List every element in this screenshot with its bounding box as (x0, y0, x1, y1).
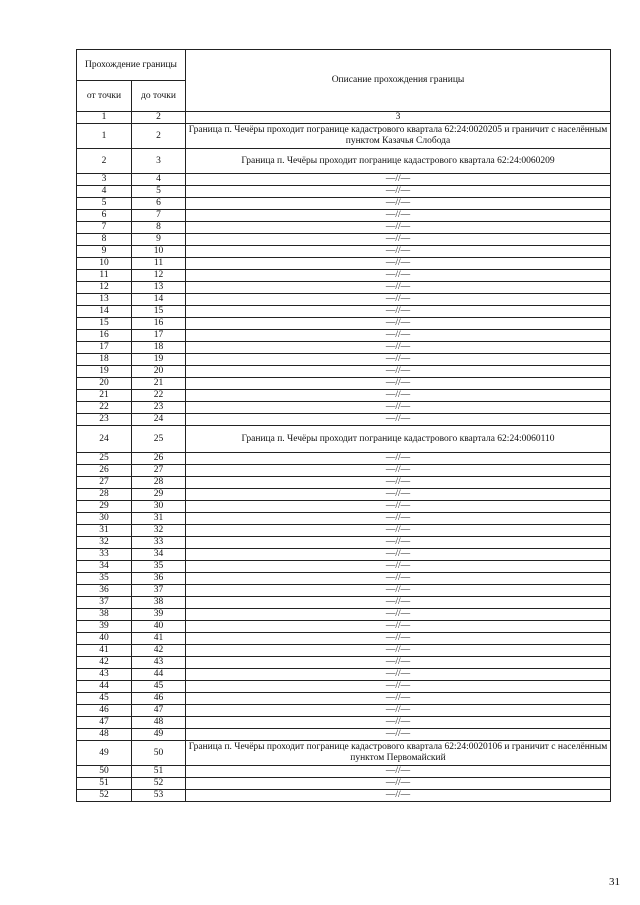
point-from-cell: 8 (77, 234, 132, 246)
point-from-cell: 46 (77, 705, 132, 717)
point-from-cell: 38 (77, 609, 132, 621)
point-to-cell: 4 (132, 174, 186, 186)
point-to-cell: 12 (132, 270, 186, 282)
table-row (77, 705, 611, 717)
description-cell: —//— (186, 513, 611, 525)
point-from-cell: 29 (77, 501, 132, 513)
point-to-cell: 52 (132, 778, 186, 790)
table-row (77, 525, 611, 537)
boundary-table (76, 49, 611, 802)
point-from-cell: 49 (77, 741, 132, 766)
table-row (77, 210, 611, 222)
table-row (77, 402, 611, 414)
point-to-cell: 49 (132, 729, 186, 741)
table-row (77, 477, 611, 489)
point-to-cell: 18 (132, 342, 186, 354)
point-to-cell: 16 (132, 318, 186, 330)
header-description: Описание прохождения границы (186, 50, 611, 112)
table-row (77, 378, 611, 390)
point-from-cell: 22 (77, 402, 132, 414)
point-to-cell: 40 (132, 621, 186, 633)
point-to-cell: 26 (132, 453, 186, 465)
description-cell: —//— (186, 294, 611, 306)
point-to-cell: 34 (132, 549, 186, 561)
header-passage: Прохождение границы (77, 50, 186, 81)
table-row (77, 198, 611, 210)
description-cell: —//— (186, 621, 611, 633)
table-row (77, 294, 611, 306)
description-cell: —//— (186, 729, 611, 741)
point-from-cell: 43 (77, 669, 132, 681)
point-to-cell: 22 (132, 390, 186, 402)
point-from-cell: 7 (77, 222, 132, 234)
description-cell: —//— (186, 537, 611, 549)
description-cell: —//— (186, 366, 611, 378)
description-cell: —//— (186, 174, 611, 186)
description-cell: —//— (186, 465, 611, 477)
point-from-cell: 45 (77, 693, 132, 705)
description-cell: Граница п. Чечёры проходит погранице кадастрового квартала 62:24:0060110 (186, 426, 611, 453)
point-to-cell: 15 (132, 306, 186, 318)
table-row (77, 174, 611, 186)
table-row (77, 149, 611, 174)
point-from-cell: 17 (77, 342, 132, 354)
point-from-cell: 23 (77, 414, 132, 426)
table-row (77, 778, 611, 790)
description-cell: —//— (186, 778, 611, 790)
table-row (77, 501, 611, 513)
table-row (77, 585, 611, 597)
table-row (77, 124, 611, 149)
point-to-cell: 29 (132, 489, 186, 501)
point-from-cell: 30 (77, 513, 132, 525)
description-cell: —//— (186, 453, 611, 465)
point-from-cell: 39 (77, 621, 132, 633)
description-cell: Граница п. Чечёры проходит погранице кадастрового квартала 62:24:0020205 и граничит с населённым пунктом Казачья Слобода (186, 124, 611, 149)
description-cell: —//— (186, 342, 611, 354)
description-cell: —//— (186, 669, 611, 681)
table-row (77, 766, 611, 778)
table-row (77, 489, 611, 501)
table-row (77, 318, 611, 330)
description-cell: —//— (186, 234, 611, 246)
point-from-cell: 40 (77, 633, 132, 645)
point-from-cell: 19 (77, 366, 132, 378)
point-from-cell: 21 (77, 390, 132, 402)
point-to-cell: 21 (132, 378, 186, 390)
point-from-cell: 26 (77, 465, 132, 477)
point-from-cell: 41 (77, 645, 132, 657)
point-from-cell: 27 (77, 477, 132, 489)
point-to-cell: 46 (132, 693, 186, 705)
table-row (77, 693, 611, 705)
point-to-cell: 20 (132, 366, 186, 378)
point-to-cell: 31 (132, 513, 186, 525)
point-to-cell: 51 (132, 766, 186, 778)
point-to-cell: 3 (132, 149, 186, 174)
description-cell: —//— (186, 717, 611, 729)
table-row (77, 513, 611, 525)
point-to-cell: 8 (132, 222, 186, 234)
point-to-cell: 35 (132, 561, 186, 573)
point-from-cell: 20 (77, 378, 132, 390)
table-row (77, 453, 611, 465)
point-from-cell: 3 (77, 174, 132, 186)
description-cell: —//— (186, 210, 611, 222)
table-row (77, 234, 611, 246)
table-row (77, 717, 611, 729)
point-from-cell: 35 (77, 573, 132, 585)
description-cell: —//— (186, 633, 611, 645)
point-to-cell: 17 (132, 330, 186, 342)
point-to-cell: 27 (132, 465, 186, 477)
point-from-cell: 16 (77, 330, 132, 342)
description-cell: —//— (186, 609, 611, 621)
table-row (77, 222, 611, 234)
table-row (77, 537, 611, 549)
point-to-cell: 47 (132, 705, 186, 717)
description-cell: —//— (186, 597, 611, 609)
column-number: 3 (186, 112, 611, 124)
table-row (77, 270, 611, 282)
point-to-cell: 10 (132, 246, 186, 258)
description-cell: —//— (186, 402, 611, 414)
description-cell: —//— (186, 414, 611, 426)
point-to-cell: 38 (132, 597, 186, 609)
table-row (77, 306, 611, 318)
point-to-cell: 13 (132, 282, 186, 294)
description-cell: —//— (186, 270, 611, 282)
column-number: 1 (77, 112, 132, 124)
description-cell: —//— (186, 222, 611, 234)
description-cell: Граница п. Чечёры проходит погранице кадастрового квартала 62:24:0060209 (186, 149, 611, 174)
table-row (77, 573, 611, 585)
point-from-cell: 33 (77, 549, 132, 561)
point-to-cell: 36 (132, 573, 186, 585)
point-from-cell: 12 (77, 282, 132, 294)
description-cell: —//— (186, 246, 611, 258)
point-from-cell: 2 (77, 149, 132, 174)
table-row (77, 186, 611, 198)
description-cell: —//— (186, 681, 611, 693)
point-to-cell: 44 (132, 669, 186, 681)
point-to-cell: 23 (132, 402, 186, 414)
point-from-cell: 5 (77, 198, 132, 210)
point-from-cell: 34 (77, 561, 132, 573)
table-row (77, 258, 611, 270)
description-cell: —//— (186, 585, 611, 597)
column-numbers-row (77, 112, 611, 124)
table-row (77, 609, 611, 621)
point-from-cell: 15 (77, 318, 132, 330)
table-body (77, 124, 611, 802)
table-row (77, 282, 611, 294)
description-cell: —//— (186, 306, 611, 318)
description-cell: —//— (186, 477, 611, 489)
description-cell: —//— (186, 561, 611, 573)
point-to-cell: 33 (132, 537, 186, 549)
point-to-cell: 24 (132, 414, 186, 426)
point-to-cell: 2 (132, 124, 186, 149)
table-row (77, 741, 611, 766)
table-row (77, 729, 611, 741)
point-to-cell: 30 (132, 501, 186, 513)
point-to-cell: 53 (132, 790, 186, 802)
point-from-cell: 14 (77, 306, 132, 318)
description-cell: —//— (186, 705, 611, 717)
table-row (77, 414, 611, 426)
table-row (77, 366, 611, 378)
description-cell: —//— (186, 657, 611, 669)
description-cell: —//— (186, 573, 611, 585)
point-from-cell: 1 (77, 124, 132, 149)
point-to-cell: 32 (132, 525, 186, 537)
description-cell: —//— (186, 282, 611, 294)
header-to: до точки (132, 81, 186, 112)
point-to-cell: 6 (132, 198, 186, 210)
point-to-cell: 11 (132, 258, 186, 270)
point-from-cell: 31 (77, 525, 132, 537)
description-cell: —//— (186, 489, 611, 501)
table-row (77, 390, 611, 402)
description-cell: —//— (186, 549, 611, 561)
table-row (77, 645, 611, 657)
description-cell: Граница п. Чечёры проходит погранице кадастрового квартала 62:24:0020106 и граничит с населённым пунктом Первомайский (186, 741, 611, 766)
description-cell: —//— (186, 354, 611, 366)
column-number: 2 (132, 112, 186, 124)
point-to-cell: 28 (132, 477, 186, 489)
table-row (77, 561, 611, 573)
description-cell: —//— (186, 645, 611, 657)
description-cell: —//— (186, 790, 611, 802)
table-row (77, 354, 611, 366)
point-from-cell: 51 (77, 778, 132, 790)
description-cell: —//— (186, 378, 611, 390)
table-row (77, 669, 611, 681)
point-from-cell: 52 (77, 790, 132, 802)
description-cell: —//— (186, 501, 611, 513)
table-row (77, 465, 611, 477)
table-row (77, 621, 611, 633)
point-to-cell: 50 (132, 741, 186, 766)
point-from-cell: 18 (77, 354, 132, 366)
description-cell: —//— (186, 330, 611, 342)
point-from-cell: 24 (77, 426, 132, 453)
description-cell: —//— (186, 198, 611, 210)
table-row (77, 657, 611, 669)
point-from-cell: 36 (77, 585, 132, 597)
point-to-cell: 7 (132, 210, 186, 222)
point-from-cell: 44 (77, 681, 132, 693)
description-cell: —//— (186, 390, 611, 402)
point-from-cell: 9 (77, 246, 132, 258)
description-cell: —//— (186, 766, 611, 778)
point-from-cell: 10 (77, 258, 132, 270)
point-from-cell: 6 (77, 210, 132, 222)
table-row (77, 426, 611, 453)
page-number: 31 (609, 876, 620, 888)
point-to-cell: 39 (132, 609, 186, 621)
point-to-cell: 45 (132, 681, 186, 693)
point-from-cell: 50 (77, 766, 132, 778)
point-from-cell: 4 (77, 186, 132, 198)
description-cell: —//— (186, 525, 611, 537)
table-row (77, 633, 611, 645)
point-from-cell: 25 (77, 453, 132, 465)
table-row (77, 342, 611, 354)
description-cell: —//— (186, 186, 611, 198)
point-from-cell: 47 (77, 717, 132, 729)
header-row-1 (77, 50, 611, 81)
table-row (77, 597, 611, 609)
point-from-cell: 13 (77, 294, 132, 306)
point-from-cell: 11 (77, 270, 132, 282)
point-to-cell: 48 (132, 717, 186, 729)
table-row (77, 681, 611, 693)
point-to-cell: 37 (132, 585, 186, 597)
table-row (77, 330, 611, 342)
point-to-cell: 19 (132, 354, 186, 366)
point-to-cell: 41 (132, 633, 186, 645)
point-from-cell: 37 (77, 597, 132, 609)
point-from-cell: 42 (77, 657, 132, 669)
table-row (77, 790, 611, 802)
point-to-cell: 14 (132, 294, 186, 306)
header-from: от точки (77, 81, 132, 112)
point-to-cell: 25 (132, 426, 186, 453)
point-from-cell: 28 (77, 489, 132, 501)
point-to-cell: 42 (132, 645, 186, 657)
description-cell: —//— (186, 693, 611, 705)
description-cell: —//— (186, 258, 611, 270)
point-to-cell: 9 (132, 234, 186, 246)
table-row (77, 549, 611, 561)
point-to-cell: 43 (132, 657, 186, 669)
description-cell: —//— (186, 318, 611, 330)
point-from-cell: 32 (77, 537, 132, 549)
table-row (77, 246, 611, 258)
point-to-cell: 5 (132, 186, 186, 198)
point-from-cell: 48 (77, 729, 132, 741)
